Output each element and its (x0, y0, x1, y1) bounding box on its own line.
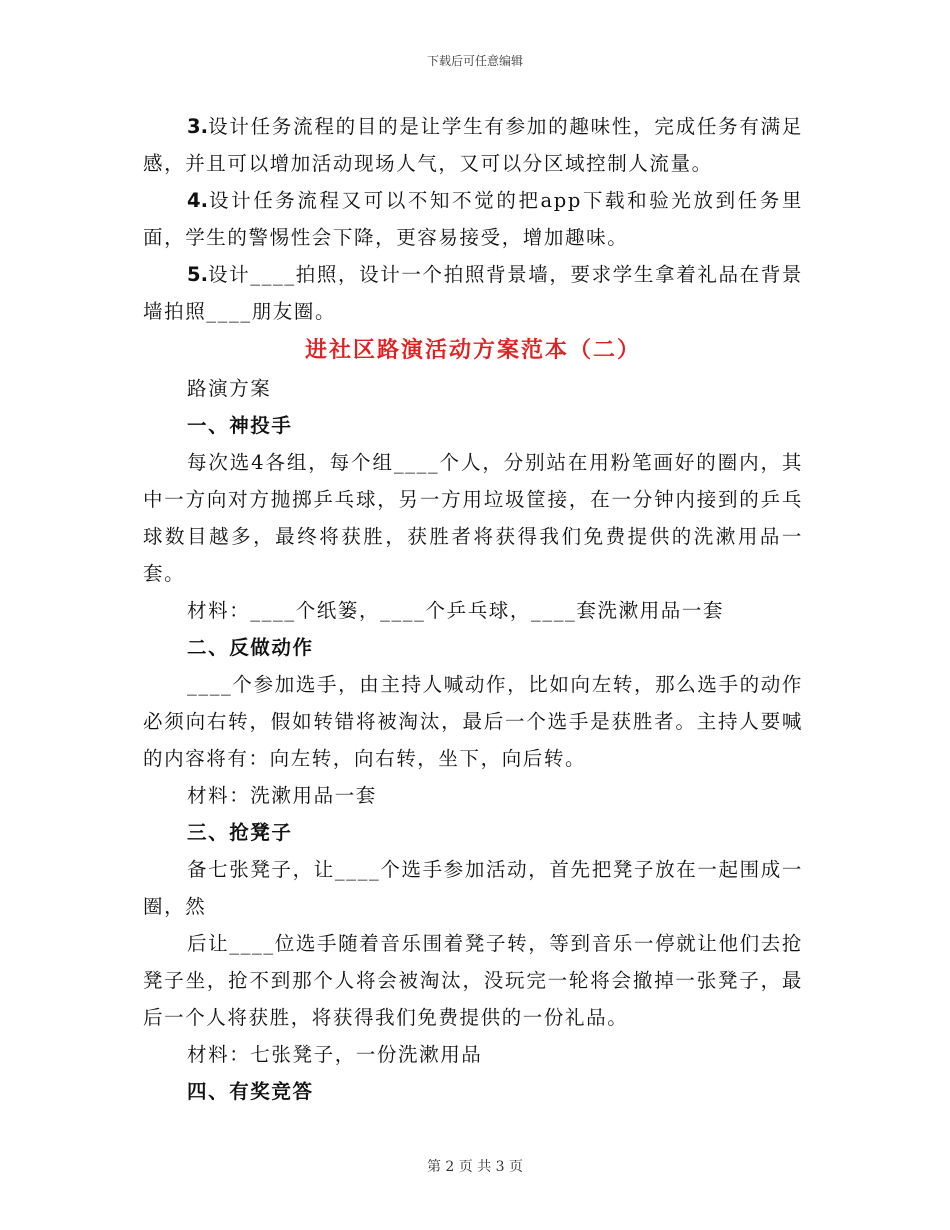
materials-line: 材料：____个纸篓，____个乒乓球，____套洗漱用品一套 (187, 599, 725, 622)
list-item-text: 设计____拍照，设计一个拍照背景墙，要求学生拿着礼品在背景墙拍照____朋友圈。 (143, 263, 803, 323)
materials-line: 材料：七张凳子，一份洗漱用品 (187, 1043, 483, 1066)
materials-line: 材料：洗漱用品一套 (187, 784, 377, 807)
section-paragraph: 后让____位选手随着音乐围着凳子转，等到音乐一停就让他们去抢凳子坐，抢不到那个人将会被淘汰，没玩完一轮将会撤掉一张凳子，最后一个人将获胜，将获得我们免费提供的一份礼品。 (143, 932, 803, 1029)
list-item (143, 108, 803, 182)
section-heading: 二、反做动作 (187, 636, 314, 659)
list-item-text: 设计任务流程的目的是让学生有参加的趣味性，完成任务有满足感，并且可以增加活动现场人气，又可以分区域控制人流量。 (143, 115, 803, 175)
list-item-number: 3. (187, 115, 208, 138)
list-item-number: 4. (187, 189, 208, 212)
section-paragraph: ____个参加选手，由主持人喊动作，比如向左转，那么选手的动作必须向右转，假如转错将被淘汰，最后一个选手是获胜者。主持人要喊的内容将有：向左转，向右转，坐下，向后转。 (143, 673, 803, 770)
list-item (143, 256, 803, 330)
section-paragraph: 备七张凳子，让____个选手参加活动，首先把凳子放在一起围成一圈，然 (143, 858, 803, 918)
section-heading: 三、抢凳子 (187, 821, 293, 844)
list-item (143, 182, 803, 256)
intro-text: 路演方案 (187, 377, 272, 400)
section-heading: 一、神投手 (187, 414, 293, 437)
page-header: 下载后可任意编辑 (426, 54, 523, 68)
section-paragraph: 每次选4各组，每个组____个人，分别站在用粉笔画好的圈内，其中一方向对方抛掷乒乓球，另一方用垃圾筐接，在一分钟内接到的乒乓球数目越多，最终将获胜，获胜者将获得我们免费提供的洗漱用品一套。 (143, 451, 803, 585)
document-title: 进社区路演活动方案范本（二） (304, 337, 641, 363)
page-footer: 第 2 页 共 3 页 (426, 1159, 524, 1175)
document-body (143, 108, 803, 1110)
section-heading: 四、有奖竞答 (187, 1080, 314, 1103)
list-item-text: 设计任务流程又可以不知不觉的把app下载和验光放到任务里面，学生的警惕性会下降，更容易接受，增加趣味。 (143, 189, 803, 249)
list-item-number: 5. (187, 263, 208, 286)
